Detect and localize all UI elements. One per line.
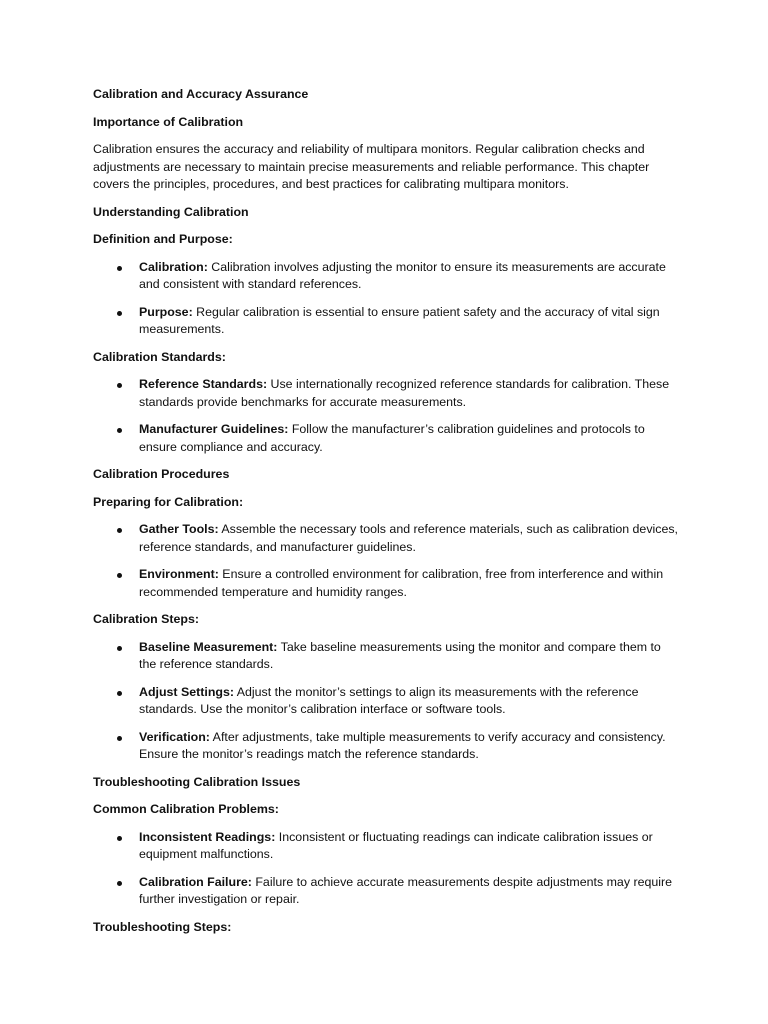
- bullet-icon: [117, 736, 122, 741]
- list-item: [93, 376, 679, 411]
- item-text: Inconsistent or fluctuating readings can indicate calibration issues or equipment malfunctions.: [139, 829, 653, 861]
- bullet-icon: [117, 383, 122, 388]
- item-text: Ensure a controlled environment for calibration, free from interference and within recommended temperature and humidity ranges.: [139, 567, 664, 599]
- item-text: Assemble the necessary tools and reference materials, such as calibration devices, reference standards, and manufacturer guidelines.: [139, 522, 678, 554]
- list-item: [93, 829, 679, 864]
- item-term: Purpose:: [139, 304, 193, 319]
- bullet-icon: [117, 528, 122, 533]
- subheading-definition: Definition and Purpose:: [93, 232, 233, 246]
- document-page: [93, 86, 683, 946]
- item-term: Adjust Settings:: [139, 684, 234, 699]
- item-term: Calibration:: [139, 259, 208, 274]
- item-text: Adjust the monitor’s settings to align its measurements with the reference standards. Use the monitor’s calibration interface or software tools.: [139, 684, 639, 716]
- bullet-icon: [117, 573, 122, 578]
- list-item: [93, 521, 679, 556]
- bullet-icon: [117, 881, 122, 886]
- item-text: Use internationally recognized reference standards for calibration. These standards provide benchmarks for accurate measurements.: [139, 377, 670, 409]
- section-heading-procedures: Calibration Procedures: [93, 467, 230, 481]
- subheading-problems: Common Calibration Problems:: [93, 802, 279, 816]
- subheading-standards: Calibration Standards:: [93, 349, 226, 364]
- definition-list: [93, 259, 683, 339]
- preparing-list: [93, 521, 683, 601]
- subheading-preparing: Preparing for Calibration:: [93, 494, 244, 509]
- problems-list: [93, 829, 683, 909]
- section-heading-importance: Importance of Calibration: [93, 114, 244, 129]
- item-text: Calibration involves adjusting the monitor to ensure its measurements are accurate and consistent with standard references.: [139, 259, 666, 291]
- list-item: [93, 566, 679, 601]
- item-term: Verification:: [139, 729, 210, 744]
- item-text: Take baseline measurements using the monitor and compare them to the reference standards.: [139, 639, 661, 671]
- list-item: [93, 874, 679, 909]
- list-item: [93, 421, 679, 456]
- item-text: After adjustments, take multiple measurements to verify accuracy and consistency. Ensure the monitor’s readings match the reference standards.: [139, 729, 666, 761]
- item-term: Inconsistent Readings:: [139, 829, 276, 844]
- subheading-calibration-steps: Calibration Steps:: [93, 612, 200, 626]
- item-term: Environment:: [139, 567, 219, 581]
- list-item: [93, 639, 679, 674]
- list-item: [93, 304, 679, 339]
- item-term: Gather Tools:: [139, 522, 219, 536]
- item-term: Calibration Failure:: [139, 874, 252, 889]
- item-term: Manufacturer Guidelines:: [139, 422, 289, 436]
- standards-list: [93, 376, 683, 456]
- section-heading-troubleshooting: Troubleshooting Calibration Issues: [93, 774, 301, 789]
- bullet-icon: [117, 836, 122, 841]
- item-term: Baseline Measurement:: [139, 639, 278, 654]
- bullet-icon: [117, 311, 122, 316]
- bullet-icon: [117, 428, 122, 433]
- document-title: Calibration and Accuracy Assurance: [93, 87, 309, 101]
- item-term: Reference Standards:: [139, 377, 268, 391]
- calibration-steps-list: [93, 639, 683, 764]
- bullet-icon: [117, 266, 122, 271]
- list-item: [93, 729, 679, 764]
- section-heading-understanding: Understanding Calibration: [93, 204, 249, 219]
- item-text: Follow the manufacturer’s calibration guidelines and protocols to ensure compliance and accuracy.: [139, 422, 645, 454]
- list-item: [93, 684, 679, 719]
- bullet-icon: [117, 691, 122, 696]
- list-item: [93, 259, 679, 294]
- subheading-troubleshooting-steps: Troubleshooting Steps:: [93, 919, 232, 934]
- item-text: Regular calibration is essential to ensure patient safety and the accuracy of vital sign measurements.: [139, 304, 660, 336]
- importance-paragraph: Calibration ensures the accuracy and reliability of multipara monitors. Regular calibration checks and adjustments are necessary to maintain precise measurements and reliable performance. This chapter covers the principles, procedures, and best practices for calibrating multipara monitors.: [93, 142, 650, 191]
- bullet-icon: [117, 646, 122, 651]
- item-text: Failure to achieve accurate measurements despite adjustments may require further investigation or repair.: [139, 874, 673, 906]
